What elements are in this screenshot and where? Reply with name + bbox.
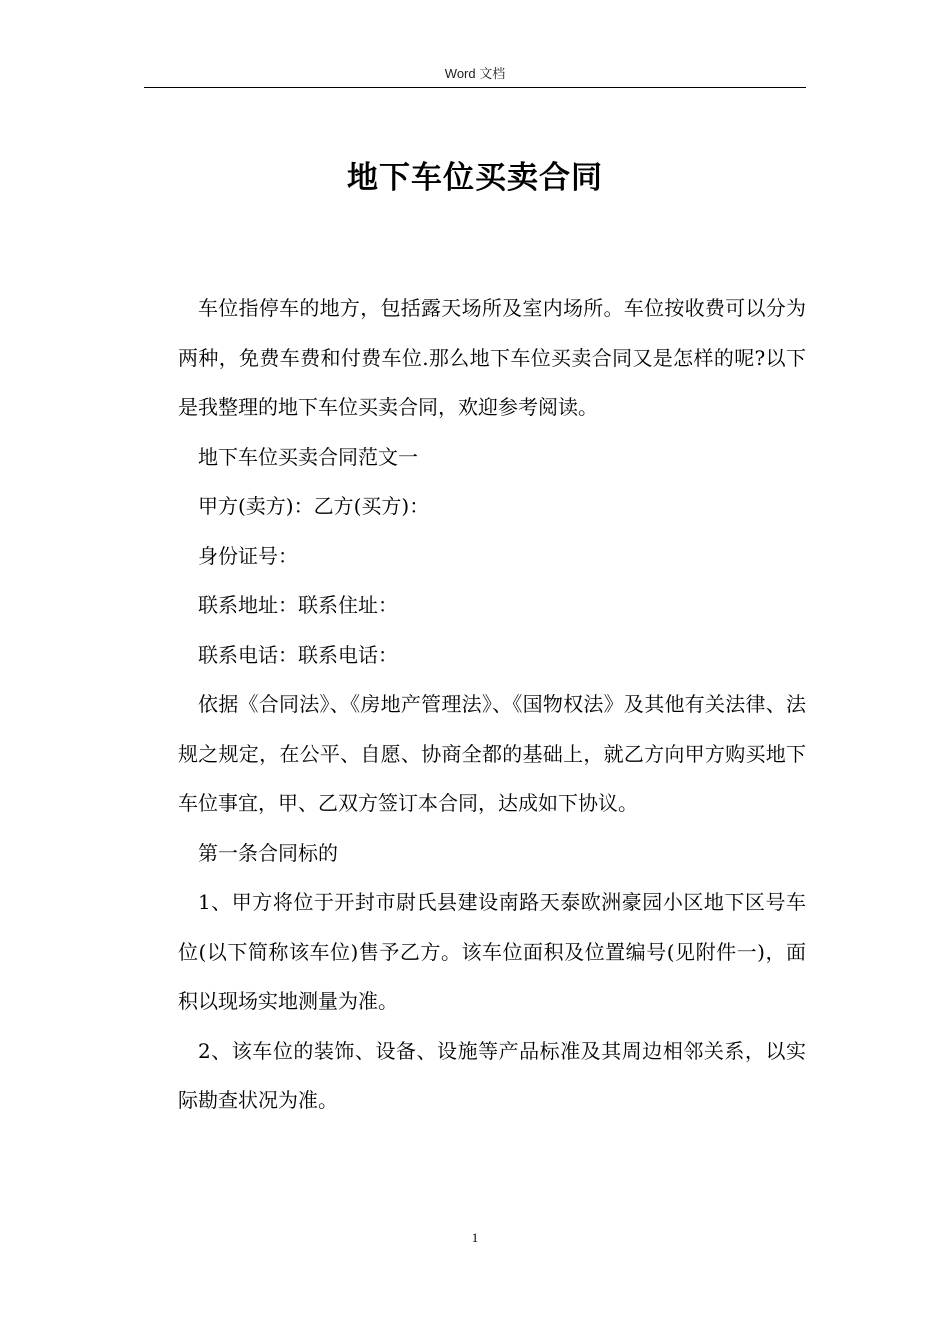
address-line: 联系地址：联系住址：	[198, 593, 398, 617]
id-number-line: 身份证号：	[198, 543, 298, 568]
parties-line: 甲方(卖方)：乙方(买方)：	[198, 494, 430, 518]
sample-heading: 地下车位买卖合同范文一	[198, 444, 418, 469]
clause-one: 1、甲方将位于开封市尉氏县建设南路天泰欧洲豪园小区地下区号车位(以下简称该车位)售予乙方。该车位面积及位置编号(见附件一)，面积以现场实地测量为准。	[178, 890, 806, 1013]
clause-two: 2、该车位的装饰、设备、设施等产品标准及其周边相邻关系，以实际勘查状况为准。	[178, 1038, 806, 1112]
document-title: 地下车位买卖合同	[347, 160, 603, 196]
document-body	[178, 284, 806, 1126]
phone-line: 联系电话：联系电话：	[198, 642, 398, 667]
header-divider	[144, 87, 806, 88]
page-number: 1	[471, 1230, 479, 1245]
intro-paragraph: 车位指停车的地方，包括露天场所及室内场所。车位按收费可以分为两种，免费车费和付费车位.那么地下车位买卖合同又是怎样的呢?以下是我整理的地下车位买卖合同，欢迎参考阅读。	[178, 296, 806, 419]
article-one-heading: 第一条合同标的	[198, 840, 338, 865]
page-header-label: Word 文档	[444, 66, 506, 81]
legal-basis-paragraph: 依据《合同法》、《房地产管理法》、《国物权法》及其他有关法律、法规之规定，在公平、自愿、协商全都的基础上，就乙方向甲方购买地下车位事宜，甲、乙双方签订本合同，达成如下协议。	[178, 692, 806, 815]
